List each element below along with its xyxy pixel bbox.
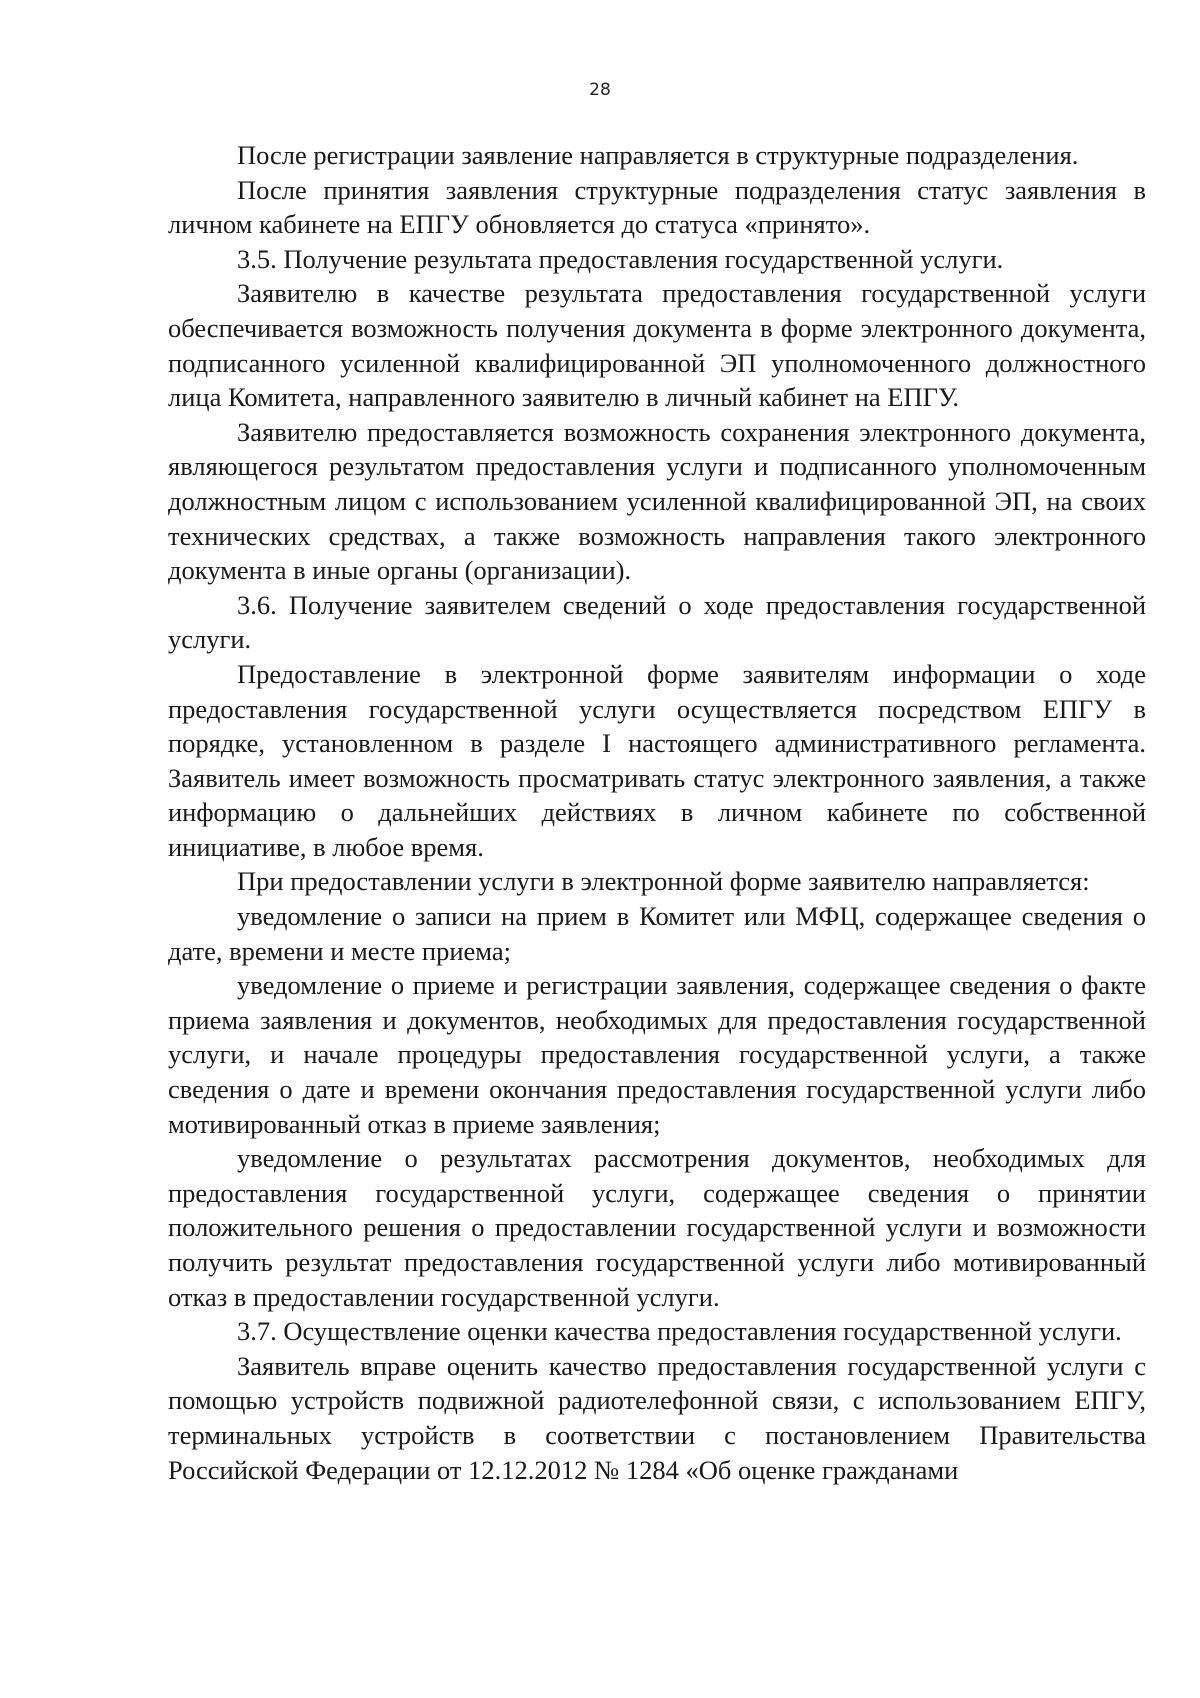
- paragraph-status-update: После принятия заявления структурные подразделения статус заявления в личном кабинете на ЕПГУ обновляется до статуса «принято».: [168, 174, 1146, 240]
- section-heading-3-6: 3.6. Получение заявителем сведений о ходе предоставления государственной услуги.: [168, 589, 1146, 655]
- paragraph-result-document: Заявителю в качестве результата предоставления государственной услуги обеспечивается возможность получения документа в форме электронного документа, подписанного усиленной квалифицированной ЭП уполномоченного должностного лица Комитета, направленного заявителю в личный кабинет на ЕПГУ.: [168, 278, 1146, 413]
- paragraph-progress-info: Предоставление в электронной форме заявителям информации о ходе предоставления государственной услуги осуществляется посредством ЕПГУ в порядке, установленном в разделе I настоящего административного регламента. Заявитель имеет возможность просматривать статус электронного заявления, а также информацию о дальнейших действиях в личном кабинете по собственной инициативе, в любое время.: [168, 658, 1146, 862]
- list-item-appointment-notice: уведомление о записи на прием в Комитет или МФЦ, содержащее сведения о дате, времени и месте приема;: [168, 901, 1146, 966]
- list-item-registration-notice: уведомление о приеме и регистрации заявления, содержащее сведения о факте приема заявления и документов, необходимых для предоставления государственной услуги, и начале процедуры предоставления государственной услуги, а также сведения о дате и времени окончания предоставления государственной услуги либо мотивированный отказ в приеме заявления;: [168, 970, 1146, 1139]
- paragraph-notifications-intro: При предоставлении услуги в электронной форме заявителю направляется:: [237, 866, 1090, 897]
- paragraph-save-document: Заявителю предоставляется возможность сохранения электронного документа, являющегося результатом предоставления услуги и подписанного уполномоченным должностным лицом с использованием усиленной квалифицированной ЭП, на своих технических средствах, а также возможность направления такого электронного документа в иные органы (организации).: [168, 416, 1146, 586]
- page-number: 28: [589, 80, 611, 100]
- paragraph-quality-assessment: Заявитель вправе оценить качество предоставления государственной услуги с помощью устройств подвижной радиотелефонной связи, с использованием ЕПГУ, терминальных устройств в соответствии с постановлением Правительства Российской Федерации от 12.12.2012 № 1284 «Об оценке гражданами: [168, 1350, 1146, 1485]
- paragraph-registration: После регистрации заявление направляется в структурные подразделения.: [237, 140, 1079, 170]
- section-heading-3-5: 3.5. Получение результата предоставления государственной услуги.: [237, 243, 1004, 274]
- list-item-result-notice: уведомление о результатах рассмотрения документов, необходимых для предоставления государственной услуги, содержащее сведения о принятии положительного решения о предоставлении государственной услуги и возможности получить результат предоставления государственной услуги либо мотивированный отказ в предоставлении государственной услуги.: [168, 1143, 1146, 1312]
- section-heading-3-7: 3.7. Осуществление оценки качества предоставления государственной услуги.: [237, 1316, 1122, 1347]
- document-body: [168, 138, 1146, 1487]
